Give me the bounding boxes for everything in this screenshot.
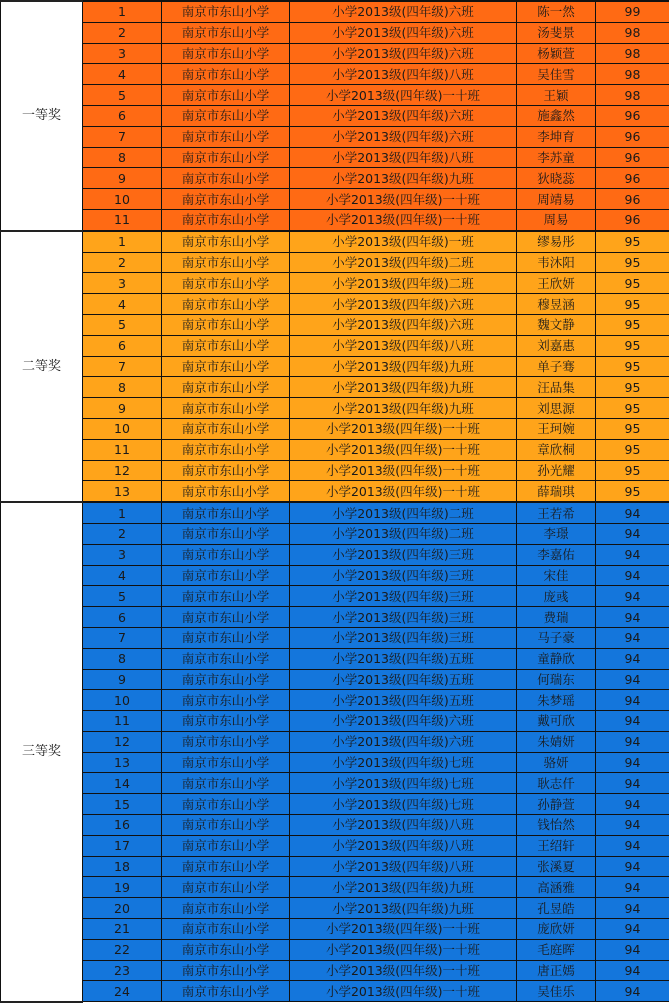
student-name-cell: 朱婧妍 bbox=[517, 731, 596, 752]
student-name-cell: 王欣妍 bbox=[517, 273, 596, 294]
rank-cell: 6 bbox=[83, 105, 162, 126]
rank-cell: 6 bbox=[83, 607, 162, 628]
rank-cell: 3 bbox=[83, 43, 162, 64]
school-cell: 南京市东山小学 bbox=[162, 43, 290, 64]
table-row bbox=[1, 877, 669, 898]
table-row bbox=[1, 398, 669, 419]
student-name-cell: 童静欣 bbox=[517, 648, 596, 669]
rank-cell: 4 bbox=[83, 64, 162, 85]
table-row bbox=[1, 752, 669, 773]
student-name-cell: 张溪夏 bbox=[517, 856, 596, 877]
class-cell: 小学2013级(四年级)九班 bbox=[290, 398, 517, 419]
rank-cell: 8 bbox=[83, 147, 162, 168]
rank-cell: 16 bbox=[83, 815, 162, 836]
student-name-cell: 穆昱涵 bbox=[517, 294, 596, 315]
class-cell: 小学2013级(四年级)一十班 bbox=[290, 481, 517, 502]
class-cell: 小学2013级(四年级)九班 bbox=[290, 898, 517, 919]
student-name-cell: 王珂婉 bbox=[517, 418, 596, 439]
score-cell: 94 bbox=[596, 856, 669, 877]
class-cell: 小学2013级(四年级)六班 bbox=[290, 294, 517, 315]
rank-cell: 2 bbox=[83, 22, 162, 43]
student-name-cell: 吴佳乐 bbox=[517, 981, 596, 1002]
student-name-cell: 王若希 bbox=[517, 502, 596, 523]
school-cell: 南京市东山小学 bbox=[162, 1, 290, 22]
rank-cell: 24 bbox=[83, 981, 162, 1002]
score-cell: 95 bbox=[596, 356, 669, 377]
school-cell: 南京市东山小学 bbox=[162, 22, 290, 43]
score-cell: 94 bbox=[596, 919, 669, 940]
school-cell: 南京市东山小学 bbox=[162, 439, 290, 460]
school-cell: 南京市东山小学 bbox=[162, 731, 290, 752]
class-cell: 小学2013级(四年级)六班 bbox=[290, 711, 517, 732]
student-name-cell: 周靖易 bbox=[517, 189, 596, 210]
table-row bbox=[1, 481, 669, 502]
score-cell: 94 bbox=[596, 731, 669, 752]
class-cell: 小学2013级(四年级)二班 bbox=[290, 252, 517, 273]
rank-cell: 12 bbox=[83, 460, 162, 481]
score-cell: 95 bbox=[596, 398, 669, 419]
rank-cell: 9 bbox=[83, 669, 162, 690]
rank-cell: 22 bbox=[83, 939, 162, 960]
rank-cell: 7 bbox=[83, 126, 162, 147]
rank-cell: 10 bbox=[83, 189, 162, 210]
table-row bbox=[1, 586, 669, 607]
student-name-cell: 魏文静 bbox=[517, 314, 596, 335]
class-cell: 小学2013级(四年级)一十班 bbox=[290, 209, 517, 230]
class-cell: 小学2013级(四年级)七班 bbox=[290, 794, 517, 815]
table-row bbox=[1, 335, 669, 356]
rank-cell: 17 bbox=[83, 835, 162, 856]
table-row bbox=[1, 544, 669, 565]
class-cell: 小学2013级(四年级)三班 bbox=[290, 607, 517, 628]
rank-cell: 4 bbox=[83, 294, 162, 315]
rank-cell: 13 bbox=[83, 752, 162, 773]
school-cell: 南京市东山小学 bbox=[162, 231, 290, 252]
table-row bbox=[1, 731, 669, 752]
table-row bbox=[1, 22, 669, 43]
school-cell: 南京市东山小学 bbox=[162, 690, 290, 711]
score-cell: 95 bbox=[596, 335, 669, 356]
table-row bbox=[1, 835, 669, 856]
score-cell: 94 bbox=[596, 669, 669, 690]
school-cell: 南京市东山小学 bbox=[162, 794, 290, 815]
student-name-cell: 李苏童 bbox=[517, 147, 596, 168]
table-row bbox=[1, 231, 669, 252]
school-cell: 南京市东山小学 bbox=[162, 856, 290, 877]
score-cell: 96 bbox=[596, 209, 669, 230]
school-cell: 南京市东山小学 bbox=[162, 711, 290, 732]
score-cell: 95 bbox=[596, 418, 669, 439]
school-cell: 南京市东山小学 bbox=[162, 648, 290, 669]
score-cell: 95 bbox=[596, 252, 669, 273]
table-row bbox=[1, 523, 669, 544]
score-cell: 94 bbox=[596, 898, 669, 919]
score-cell: 94 bbox=[596, 794, 669, 815]
school-cell: 南京市东山小学 bbox=[162, 939, 290, 960]
class-cell: 小学2013级(四年级)六班 bbox=[290, 126, 517, 147]
table-row bbox=[1, 939, 669, 960]
rank-cell: 3 bbox=[83, 544, 162, 565]
school-cell: 南京市东山小学 bbox=[162, 314, 290, 335]
class-cell: 小学2013级(四年级)九班 bbox=[290, 168, 517, 189]
class-cell: 小学2013级(四年级)六班 bbox=[290, 1, 517, 22]
student-name-cell: 韦沐阳 bbox=[517, 252, 596, 273]
score-cell: 94 bbox=[596, 544, 669, 565]
student-name-cell: 朱梦瑶 bbox=[517, 690, 596, 711]
student-name-cell: 王颖 bbox=[517, 85, 596, 106]
class-cell: 小学2013级(四年级)六班 bbox=[290, 731, 517, 752]
score-cell: 94 bbox=[596, 877, 669, 898]
rank-cell: 5 bbox=[83, 586, 162, 607]
school-cell: 南京市东山小学 bbox=[162, 960, 290, 981]
table-row bbox=[1, 711, 669, 732]
table-row bbox=[1, 856, 669, 877]
class-cell: 小学2013级(四年级)五班 bbox=[290, 669, 517, 690]
class-cell: 小学2013级(四年级)三班 bbox=[290, 586, 517, 607]
school-cell: 南京市东山小学 bbox=[162, 168, 290, 189]
table-row bbox=[1, 648, 669, 669]
student-name-cell: 刘嘉惠 bbox=[517, 335, 596, 356]
table-row bbox=[1, 294, 669, 315]
student-name-cell: 骆妍 bbox=[517, 752, 596, 773]
class-cell: 小学2013级(四年级)九班 bbox=[290, 356, 517, 377]
student-name-cell: 庞欣妍 bbox=[517, 919, 596, 940]
table-row bbox=[1, 126, 669, 147]
score-cell: 96 bbox=[596, 168, 669, 189]
school-cell: 南京市东山小学 bbox=[162, 669, 290, 690]
rank-cell: 1 bbox=[83, 502, 162, 523]
rank-cell: 9 bbox=[83, 398, 162, 419]
table-row bbox=[1, 356, 669, 377]
class-cell: 小学2013级(四年级)二班 bbox=[290, 502, 517, 523]
rank-cell: 18 bbox=[83, 856, 162, 877]
table-row bbox=[1, 794, 669, 815]
student-name-cell: 何瑞东 bbox=[517, 669, 596, 690]
class-cell: 小学2013级(四年级)六班 bbox=[290, 43, 517, 64]
school-cell: 南京市东山小学 bbox=[162, 418, 290, 439]
school-cell: 南京市东山小学 bbox=[162, 377, 290, 398]
school-cell: 南京市东山小学 bbox=[162, 294, 290, 315]
rank-cell: 11 bbox=[83, 711, 162, 732]
student-name-cell: 孙光耀 bbox=[517, 460, 596, 481]
rank-cell: 2 bbox=[83, 523, 162, 544]
school-cell: 南京市东山小学 bbox=[162, 627, 290, 648]
rank-cell: 4 bbox=[83, 565, 162, 586]
table-row bbox=[1, 439, 669, 460]
table-row bbox=[1, 919, 669, 940]
school-cell: 南京市东山小学 bbox=[162, 189, 290, 210]
school-cell: 南京市东山小学 bbox=[162, 919, 290, 940]
class-cell: 小学2013级(四年级)一十班 bbox=[290, 919, 517, 940]
score-cell: 94 bbox=[596, 627, 669, 648]
student-name-cell: 汤斐景 bbox=[517, 22, 596, 43]
score-cell: 95 bbox=[596, 273, 669, 294]
score-cell: 94 bbox=[596, 586, 669, 607]
class-cell: 小学2013级(四年级)五班 bbox=[290, 648, 517, 669]
class-cell: 小学2013级(四年级)六班 bbox=[290, 22, 517, 43]
table-row bbox=[1, 690, 669, 711]
student-name-cell: 刘思源 bbox=[517, 398, 596, 419]
class-cell: 小学2013级(四年级)八班 bbox=[290, 335, 517, 356]
prize-level-label: 一等奖 bbox=[1, 1, 83, 231]
score-cell: 94 bbox=[596, 565, 669, 586]
class-cell: 小学2013级(四年级)一十班 bbox=[290, 85, 517, 106]
score-cell: 94 bbox=[596, 523, 669, 544]
student-name-cell: 戴可欣 bbox=[517, 711, 596, 732]
class-cell: 小学2013级(四年级)一十班 bbox=[290, 439, 517, 460]
school-cell: 南京市东山小学 bbox=[162, 460, 290, 481]
table-row bbox=[1, 460, 669, 481]
class-cell: 小学2013级(四年级)一十班 bbox=[290, 418, 517, 439]
rank-cell: 1 bbox=[83, 231, 162, 252]
rank-cell: 5 bbox=[83, 85, 162, 106]
school-cell: 南京市东山小学 bbox=[162, 773, 290, 794]
table-row bbox=[1, 189, 669, 210]
score-cell: 94 bbox=[596, 939, 669, 960]
student-name-cell: 庞彧 bbox=[517, 586, 596, 607]
class-cell: 小学2013级(四年级)三班 bbox=[290, 544, 517, 565]
class-cell: 小学2013级(四年级)八班 bbox=[290, 64, 517, 85]
student-name-cell: 王绍轩 bbox=[517, 835, 596, 856]
student-name-cell: 吴佳雪 bbox=[517, 64, 596, 85]
score-cell: 94 bbox=[596, 773, 669, 794]
school-cell: 南京市东山小学 bbox=[162, 877, 290, 898]
class-cell: 小学2013级(四年级)一十班 bbox=[290, 960, 517, 981]
score-cell: 95 bbox=[596, 314, 669, 335]
school-cell: 南京市东山小学 bbox=[162, 335, 290, 356]
student-name-cell: 缪易彤 bbox=[517, 231, 596, 252]
table-row bbox=[1, 773, 669, 794]
rank-cell: 12 bbox=[83, 731, 162, 752]
school-cell: 南京市东山小学 bbox=[162, 209, 290, 230]
rank-cell: 14 bbox=[83, 773, 162, 794]
student-name-cell: 费瑞 bbox=[517, 607, 596, 628]
student-name-cell: 薛瑞琪 bbox=[517, 481, 596, 502]
score-cell: 96 bbox=[596, 147, 669, 168]
table-row bbox=[1, 377, 669, 398]
school-cell: 南京市东山小学 bbox=[162, 565, 290, 586]
table-row bbox=[1, 43, 669, 64]
class-cell: 小学2013级(四年级)三班 bbox=[290, 565, 517, 586]
student-name-cell: 宋佳 bbox=[517, 565, 596, 586]
school-cell: 南京市东山小学 bbox=[162, 752, 290, 773]
table-row bbox=[1, 502, 669, 523]
school-cell: 南京市东山小学 bbox=[162, 273, 290, 294]
class-cell: 小学2013级(四年级)一十班 bbox=[290, 460, 517, 481]
score-cell: 94 bbox=[596, 960, 669, 981]
score-cell: 98 bbox=[596, 43, 669, 64]
score-cell: 98 bbox=[596, 22, 669, 43]
score-cell: 96 bbox=[596, 126, 669, 147]
table-row bbox=[1, 314, 669, 335]
class-cell: 小学2013级(四年级)九班 bbox=[290, 377, 517, 398]
class-cell: 小学2013级(四年级)八班 bbox=[290, 835, 517, 856]
student-name-cell: 耿志仟 bbox=[517, 773, 596, 794]
score-cell: 95 bbox=[596, 231, 669, 252]
school-cell: 南京市东山小学 bbox=[162, 607, 290, 628]
score-cell: 95 bbox=[596, 460, 669, 481]
table-row bbox=[1, 565, 669, 586]
student-name-cell: 章欣桐 bbox=[517, 439, 596, 460]
class-cell: 小学2013级(四年级)六班 bbox=[290, 314, 517, 335]
table-row bbox=[1, 898, 669, 919]
school-cell: 南京市东山小学 bbox=[162, 586, 290, 607]
rank-cell: 15 bbox=[83, 794, 162, 815]
score-cell: 94 bbox=[596, 607, 669, 628]
rank-cell: 10 bbox=[83, 690, 162, 711]
class-cell: 小学2013级(四年级)六班 bbox=[290, 105, 517, 126]
score-cell: 95 bbox=[596, 481, 669, 502]
school-cell: 南京市东山小学 bbox=[162, 147, 290, 168]
class-cell: 小学2013级(四年级)五班 bbox=[290, 690, 517, 711]
score-cell: 96 bbox=[596, 105, 669, 126]
rank-cell: 2 bbox=[83, 252, 162, 273]
score-cell: 96 bbox=[596, 189, 669, 210]
student-name-cell: 汪品集 bbox=[517, 377, 596, 398]
score-cell: 94 bbox=[596, 835, 669, 856]
school-cell: 南京市东山小学 bbox=[162, 481, 290, 502]
table-row bbox=[1, 981, 669, 1002]
table-row bbox=[1, 168, 669, 189]
class-cell: 小学2013级(四年级)一十班 bbox=[290, 189, 517, 210]
table-row bbox=[1, 252, 669, 273]
student-name-cell: 孙静萱 bbox=[517, 794, 596, 815]
rank-cell: 8 bbox=[83, 648, 162, 669]
student-name-cell: 高涵雅 bbox=[517, 877, 596, 898]
student-name-cell: 唐正嫣 bbox=[517, 960, 596, 981]
rank-cell: 13 bbox=[83, 481, 162, 502]
rank-cell: 8 bbox=[83, 377, 162, 398]
score-cell: 94 bbox=[596, 752, 669, 773]
score-cell: 94 bbox=[596, 711, 669, 732]
score-cell: 94 bbox=[596, 981, 669, 1002]
school-cell: 南京市东山小学 bbox=[162, 64, 290, 85]
student-name-cell: 陈一然 bbox=[517, 1, 596, 22]
student-name-cell: 马子豪 bbox=[517, 627, 596, 648]
rank-cell: 11 bbox=[83, 439, 162, 460]
prize-level-label: 二等奖 bbox=[1, 231, 83, 502]
school-cell: 南京市东山小学 bbox=[162, 835, 290, 856]
student-name-cell: 孔昱皓 bbox=[517, 898, 596, 919]
score-cell: 99 bbox=[596, 1, 669, 22]
student-name-cell: 狄晓蕊 bbox=[517, 168, 596, 189]
class-cell: 小学2013级(四年级)七班 bbox=[290, 752, 517, 773]
class-cell: 小学2013级(四年级)一班 bbox=[290, 231, 517, 252]
table-row bbox=[1, 815, 669, 836]
student-name-cell: 毛庭晖 bbox=[517, 939, 596, 960]
school-cell: 南京市东山小学 bbox=[162, 85, 290, 106]
score-cell: 95 bbox=[596, 439, 669, 460]
table-row bbox=[1, 273, 669, 294]
rank-cell: 5 bbox=[83, 314, 162, 335]
school-cell: 南京市东山小学 bbox=[162, 502, 290, 523]
school-cell: 南京市东山小学 bbox=[162, 398, 290, 419]
score-cell: 94 bbox=[596, 502, 669, 523]
student-name-cell: 周易 bbox=[517, 209, 596, 230]
student-name-cell: 钱怡然 bbox=[517, 815, 596, 836]
score-cell: 95 bbox=[596, 377, 669, 398]
table-row bbox=[1, 607, 669, 628]
rank-cell: 19 bbox=[83, 877, 162, 898]
class-cell: 小学2013级(四年级)一十班 bbox=[290, 939, 517, 960]
table-row bbox=[1, 418, 669, 439]
table-row bbox=[1, 209, 669, 230]
table-row bbox=[1, 85, 669, 106]
student-name-cell: 杨颖萱 bbox=[517, 43, 596, 64]
school-cell: 南京市东山小学 bbox=[162, 252, 290, 273]
student-name-cell: 施鑫然 bbox=[517, 105, 596, 126]
rank-cell: 11 bbox=[83, 209, 162, 230]
school-cell: 南京市东山小学 bbox=[162, 356, 290, 377]
rank-cell: 9 bbox=[83, 168, 162, 189]
table-row bbox=[1, 627, 669, 648]
score-cell: 95 bbox=[596, 294, 669, 315]
rank-cell: 7 bbox=[83, 627, 162, 648]
table-row bbox=[1, 960, 669, 981]
award-table-body bbox=[1, 1, 669, 1002]
school-cell: 南京市东山小学 bbox=[162, 126, 290, 147]
school-cell: 南京市东山小学 bbox=[162, 815, 290, 836]
student-name-cell: 李璟 bbox=[517, 523, 596, 544]
school-cell: 南京市东山小学 bbox=[162, 523, 290, 544]
class-cell: 小学2013级(四年级)一十班 bbox=[290, 981, 517, 1002]
table-row bbox=[1, 64, 669, 85]
school-cell: 南京市东山小学 bbox=[162, 105, 290, 126]
class-cell: 小学2013级(四年级)二班 bbox=[290, 523, 517, 544]
rank-cell: 23 bbox=[83, 960, 162, 981]
student-name-cell: 李坤育 bbox=[517, 126, 596, 147]
rank-cell: 7 bbox=[83, 356, 162, 377]
score-cell: 94 bbox=[596, 648, 669, 669]
class-cell: 小学2013级(四年级)九班 bbox=[290, 877, 517, 898]
class-cell: 小学2013级(四年级)八班 bbox=[290, 147, 517, 168]
rank-cell: 10 bbox=[83, 418, 162, 439]
class-cell: 小学2013级(四年级)八班 bbox=[290, 815, 517, 836]
table-row bbox=[1, 669, 669, 690]
score-cell: 94 bbox=[596, 815, 669, 836]
rank-cell: 6 bbox=[83, 335, 162, 356]
class-cell: 小学2013级(四年级)三班 bbox=[290, 627, 517, 648]
rank-cell: 20 bbox=[83, 898, 162, 919]
school-cell: 南京市东山小学 bbox=[162, 898, 290, 919]
rank-cell: 1 bbox=[83, 1, 162, 22]
rank-cell: 21 bbox=[83, 919, 162, 940]
school-cell: 南京市东山小学 bbox=[162, 981, 290, 1002]
table-row bbox=[1, 1, 669, 22]
class-cell: 小学2013级(四年级)八班 bbox=[290, 856, 517, 877]
table-row bbox=[1, 105, 669, 126]
prize-level-label: 三等奖 bbox=[1, 502, 83, 1002]
class-cell: 小学2013级(四年级)二班 bbox=[290, 273, 517, 294]
rank-cell: 3 bbox=[83, 273, 162, 294]
student-name-cell: 单子骞 bbox=[517, 356, 596, 377]
class-cell: 小学2013级(四年级)七班 bbox=[290, 773, 517, 794]
score-cell: 94 bbox=[596, 690, 669, 711]
score-cell: 98 bbox=[596, 85, 669, 106]
score-cell: 98 bbox=[596, 64, 669, 85]
table-row bbox=[1, 147, 669, 168]
student-name-cell: 李嘉佑 bbox=[517, 544, 596, 565]
school-cell: 南京市东山小学 bbox=[162, 544, 290, 565]
